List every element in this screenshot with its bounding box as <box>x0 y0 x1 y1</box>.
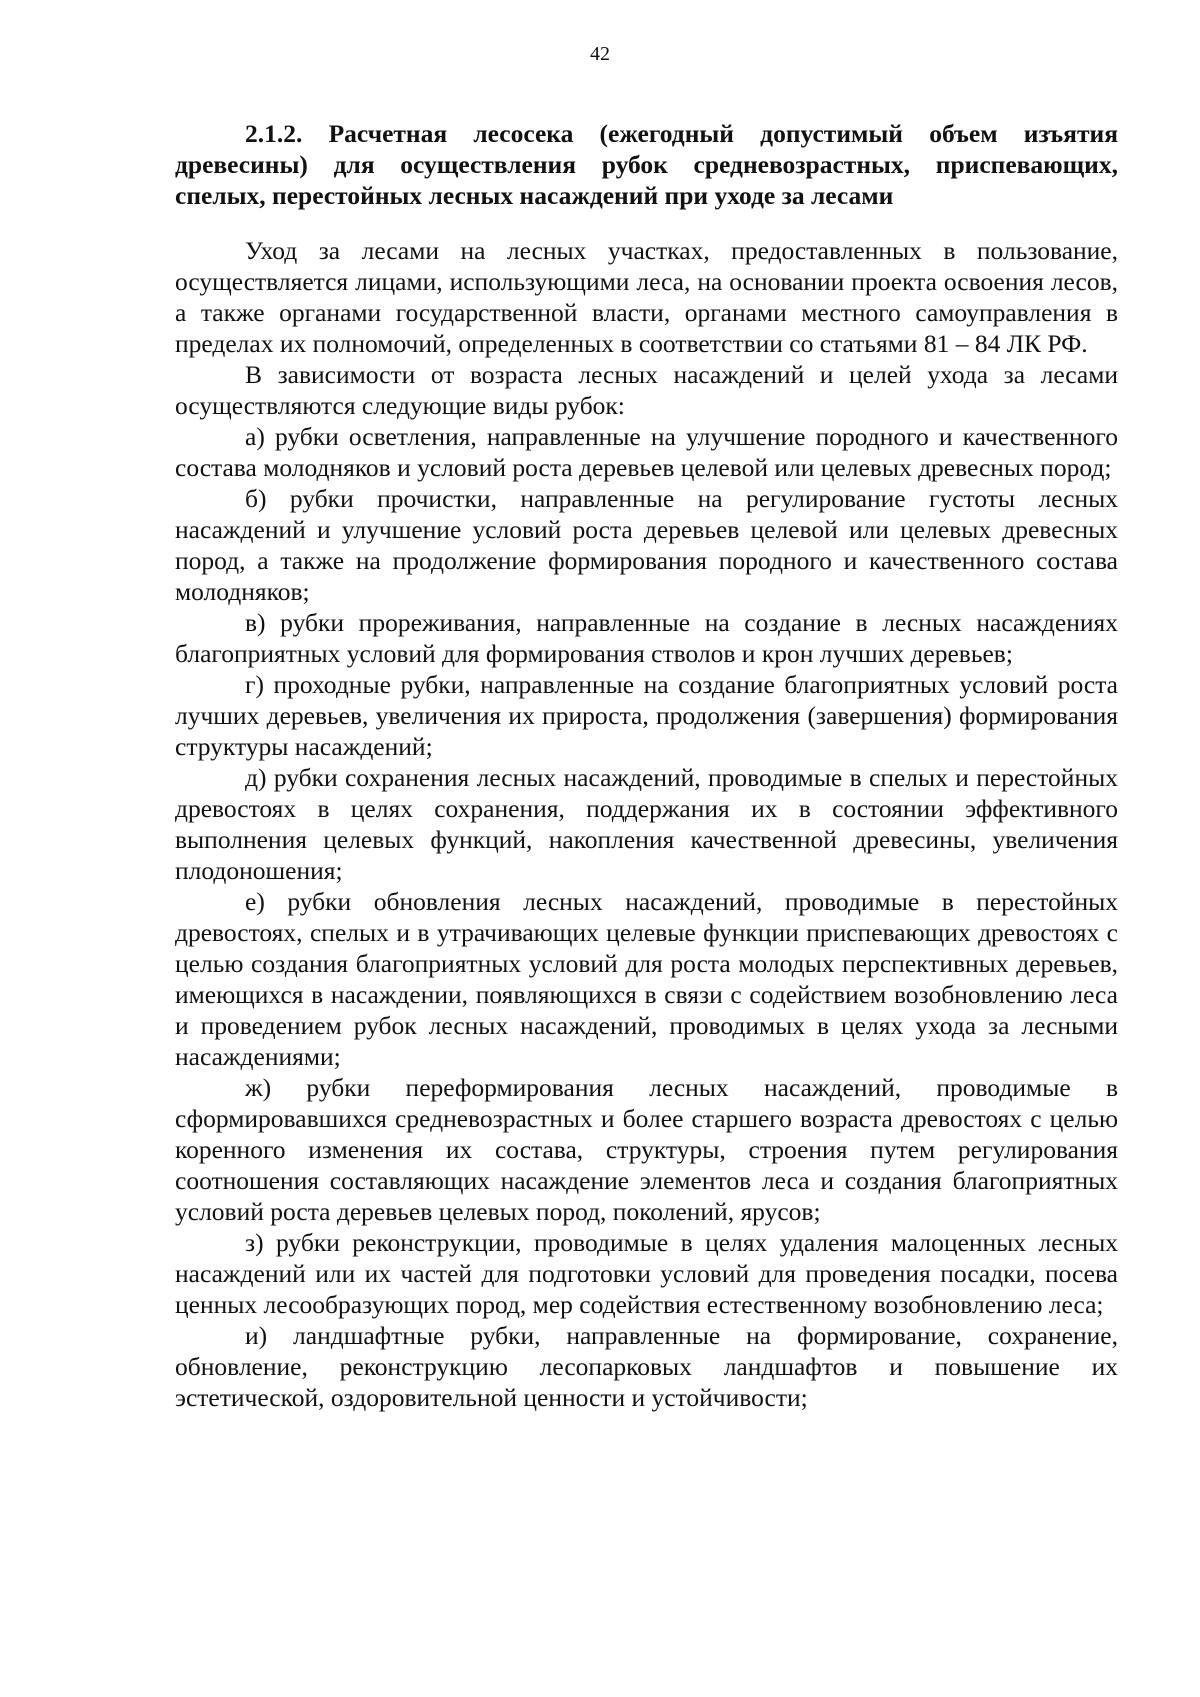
paragraph-intro: Уход за лесами на лесных участках, предоставленных в пользование, осуществляется лицами, использующими леса, на основании проекта освоения лесов, а также органами государственной власти, органами местного самоуправления в пределах их полномочий, определенных в соответствии со статьями 81 – 84 ЛК РФ. <box>175 236 1118 358</box>
page-content <box>175 118 1118 1413</box>
list-item-e: е) рубки обновления лесных насаждений, проводимые в перестойных древостоях, спелых и в утрачивающих целевые функции приспевающих древостоях с целью создания благоприятных условий для роста молодых перспективных деревьев, имеющихся в насаждении, появляющихся в связи с содействием возобновлению леса и проведением рубок лесных насаждений, проводимых в целях ухода за лесными насаждениями; <box>175 887 1118 1071</box>
list-item-a: а) рубки осветления, направленные на улучшение породного и качественного состава молодняков и условий роста деревьев целевой или целевых древесных пород; <box>175 422 1118 482</box>
list-item-zh: ж) рубки переформирования лесных насаждений, проводимые в сформировавшихся средневозрастных и более старшего возраста древостоях с целью коренного изменения их состава, структуры, строения путем регулирования соотношения составляющих насаждение элементов леса и создания благоприятных условий роста деревьев целевых пород, поколений, ярусов; <box>175 1073 1118 1226</box>
list-item-v: в) рубки прореживания, направленные на создание в лесных насаждениях благоприятных условий для формирования стволов и крон лучших деревьев; <box>175 608 1118 668</box>
section-heading: 2.1.2. Расчетная лесосека (ежегодный допустимый объем изъятия древесины) для осуществления рубок средневозрастных, приспевающих, спелых, перестойных лесных насаждений при уходе за лесами <box>175 119 1118 210</box>
paragraph-types-intro: В зависимости от возраста лесных насаждений и целей ухода за лесами осуществляются следующие виды рубок: <box>175 360 1118 420</box>
list-item-g: г) проходные рубки, направленные на создание благоприятных условий роста лучших деревьев, увеличения их прироста, продолжения (завершения) формирования структуры насаждений; <box>175 670 1118 761</box>
page-number: 42 <box>590 43 610 65</box>
list-item-z: з) рубки реконструкции, проводимые в целях удаления малоценных лесных насаждений или их частей для подготовки условий для проведения посадки, посева ценных лесообразующих пород, мер содействия естественному возобновлению леса; <box>175 1228 1118 1319</box>
list-item-d: д) рубки сохранения лесных насаждений, проводимые в спелых и перестойных древостоях в целях сохранения, поддержания их в состоянии эффективного выполнения целевых функций, накопления качественной древесины, увеличения плодоношения; <box>175 763 1118 885</box>
list-item-b: б) рубки прочистки, направленные на регулирование густоты лесных насаждений и улучшение условий роста деревьев целевой или целевых древесных пород, а также на продолжение формирования породного и качественного состава молодняков; <box>175 484 1118 606</box>
list-item-i: и) ландшафтные рубки, направленные на формирование, сохранение, обновление, реконструкцию лесопарковых ландшафтов и повышение их эстетической, оздоровительной ценности и устойчивости; <box>175 1321 1118 1412</box>
